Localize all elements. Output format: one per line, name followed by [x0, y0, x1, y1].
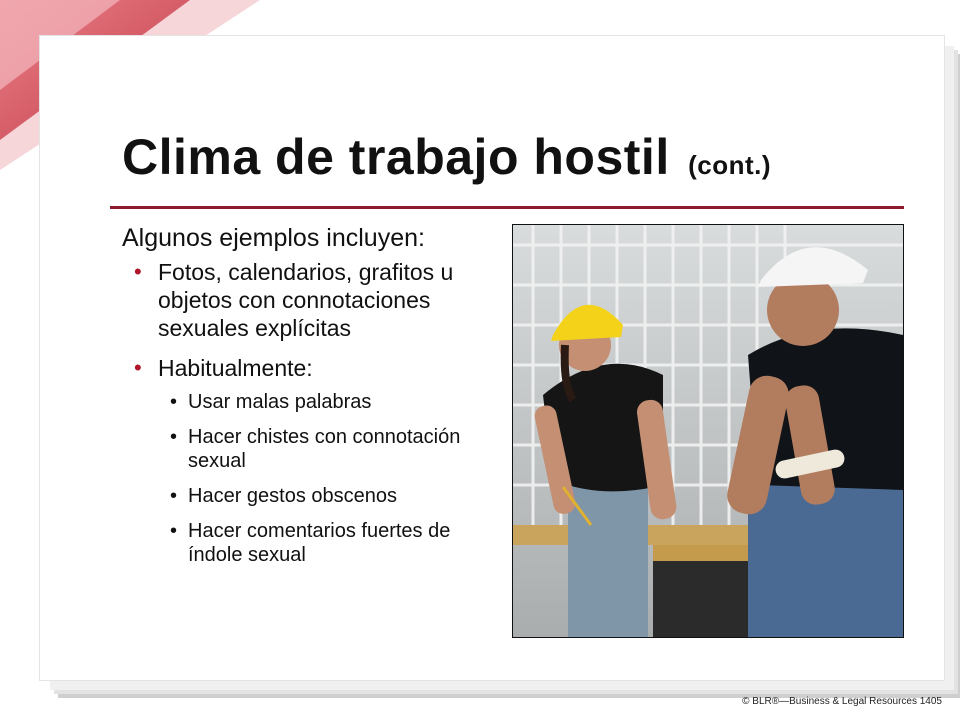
sub-bullet-text: Hacer chistes con connotación sexual — [188, 426, 461, 472]
sub-bullet-dot-icon: • — [170, 391, 178, 413]
sub-bullet-text: Hacer gestos obscenos — [188, 485, 398, 507]
intro-text: Algunos ejemplos incluyen: — [122, 224, 425, 252]
bullet-list — [128, 258, 498, 579]
bullet-text: Habitualmente: — [158, 355, 313, 381]
construction-workers-photo — [512, 224, 904, 638]
footer-copyright: © BLR®—Business & Legal Resources 1405 — [742, 696, 942, 707]
sub-bullet-item — [158, 425, 498, 473]
slide-title-text: Clima de trabajo hostil — [122, 129, 670, 185]
bullet-item — [128, 258, 498, 342]
photo-illustration — [513, 225, 903, 637]
title-rule — [110, 206, 904, 209]
sub-bullet-dot-icon: • — [170, 520, 178, 542]
bullet-dot-icon: • — [134, 259, 142, 284]
sub-bullet-item — [158, 484, 498, 508]
sub-bullet-item — [158, 519, 498, 567]
bullet-text: Fotos, calendarios, grafitos u objetos con connotaciones sexuales explícitas — [158, 259, 454, 341]
sub-bullet-item — [158, 390, 498, 414]
sub-bullet-text: Usar malas palabras — [188, 391, 372, 413]
sub-bullet-list — [158, 390, 498, 567]
sub-bullet-dot-icon: • — [170, 485, 178, 507]
slide-title-suffix: (cont.) — [688, 150, 772, 180]
slide-title — [122, 128, 771, 186]
sub-bullet-text: Hacer comentarios fuertes de índole sexual — [188, 520, 451, 566]
sub-bullet-dot-icon: • — [170, 426, 178, 448]
bullet-dot-icon: • — [134, 355, 142, 380]
bullet-item — [128, 354, 498, 567]
